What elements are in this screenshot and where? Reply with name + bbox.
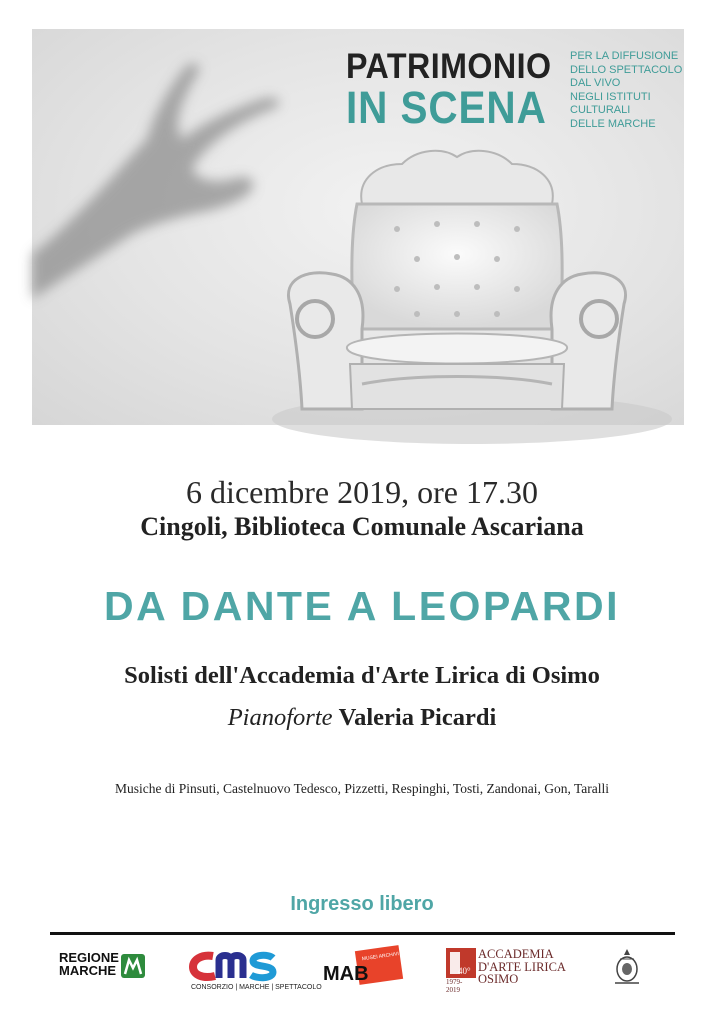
armchair <box>288 151 625 409</box>
entry-notice: Ingresso libero <box>290 893 434 915</box>
accademia-line-1: ACCADEMIA <box>478 947 554 961</box>
mab-letters: MAB <box>323 963 369 985</box>
event-composers: Musiche di Pinsuti, Castelnuovo Tedesco, Pizzetti, Respinghi, Tosti, Zandonai, Gon, Taralli <box>115 781 609 796</box>
accademia-40-badge-icon <box>446 948 476 978</box>
accademia-years: 1979-2019 <box>446 978 463 994</box>
footer-divider <box>50 932 675 935</box>
tagline-line: PER LA DIFFUSIONE <box>570 50 679 62</box>
mab-subtitle: MUSEI ARCHIVI BIBLIOTECHE <box>361 946 434 963</box>
tagline-line: DELLE MARCHE <box>570 117 656 130</box>
regione-line-2: MARCHE <box>59 963 117 978</box>
accademia-line-3: OSIMO <box>478 972 519 986</box>
brand-line-2: IN SCENA <box>346 82 547 133</box>
tagline-line: DAL VIVO <box>570 77 621 89</box>
brand-tagline <box>570 50 683 131</box>
event-pianist <box>0 704 724 732</box>
regione-emblem-icon <box>121 954 145 978</box>
tagline-line: CULTURALI <box>570 104 631 116</box>
accademia-line-2: D'ARTE LIRICA <box>478 959 566 974</box>
mab-logo <box>321 946 434 991</box>
hand-shadow <box>32 64 279 299</box>
cms-logo <box>191 950 322 991</box>
event-venue: Cingoli, Biblioteca Comunale Ascariana <box>140 512 584 541</box>
mab-mark-icon <box>321 946 434 986</box>
patrimonio-in-scena-logo <box>346 49 569 131</box>
regione-marche-logo <box>59 951 119 977</box>
event-title: DA DANTE A LEOPARDI <box>104 583 620 629</box>
accademia-name <box>478 948 566 986</box>
event-soloists: Solisti dell'Accademia d'Arte Lirica di Osimo <box>124 662 600 689</box>
hero-image <box>32 29 684 425</box>
tagline-line: NEGLI ISTITUTI <box>570 90 651 103</box>
cms-caption: CONSORZIO | MARCHE | SPETTACOLO <box>191 984 322 991</box>
piano-instrument: Pianoforte <box>227 704 333 731</box>
cms-mark-icon <box>191 950 277 982</box>
accademia-badge-text: 40° <box>458 966 471 976</box>
accademia-logo <box>446 947 566 994</box>
tagline-line: DELLO SPETTACOLO <box>570 63 683 76</box>
comune-crest-logo <box>612 947 642 992</box>
crest-icon <box>612 947 642 987</box>
piano-name: Valeria Picardi <box>338 704 497 731</box>
brand-line-1: PATRIMONIO <box>346 47 552 86</box>
event-date: 6 dicembre 2019, ore 17.30 <box>186 474 538 510</box>
regione-line-1: REGIONE <box>59 950 119 965</box>
